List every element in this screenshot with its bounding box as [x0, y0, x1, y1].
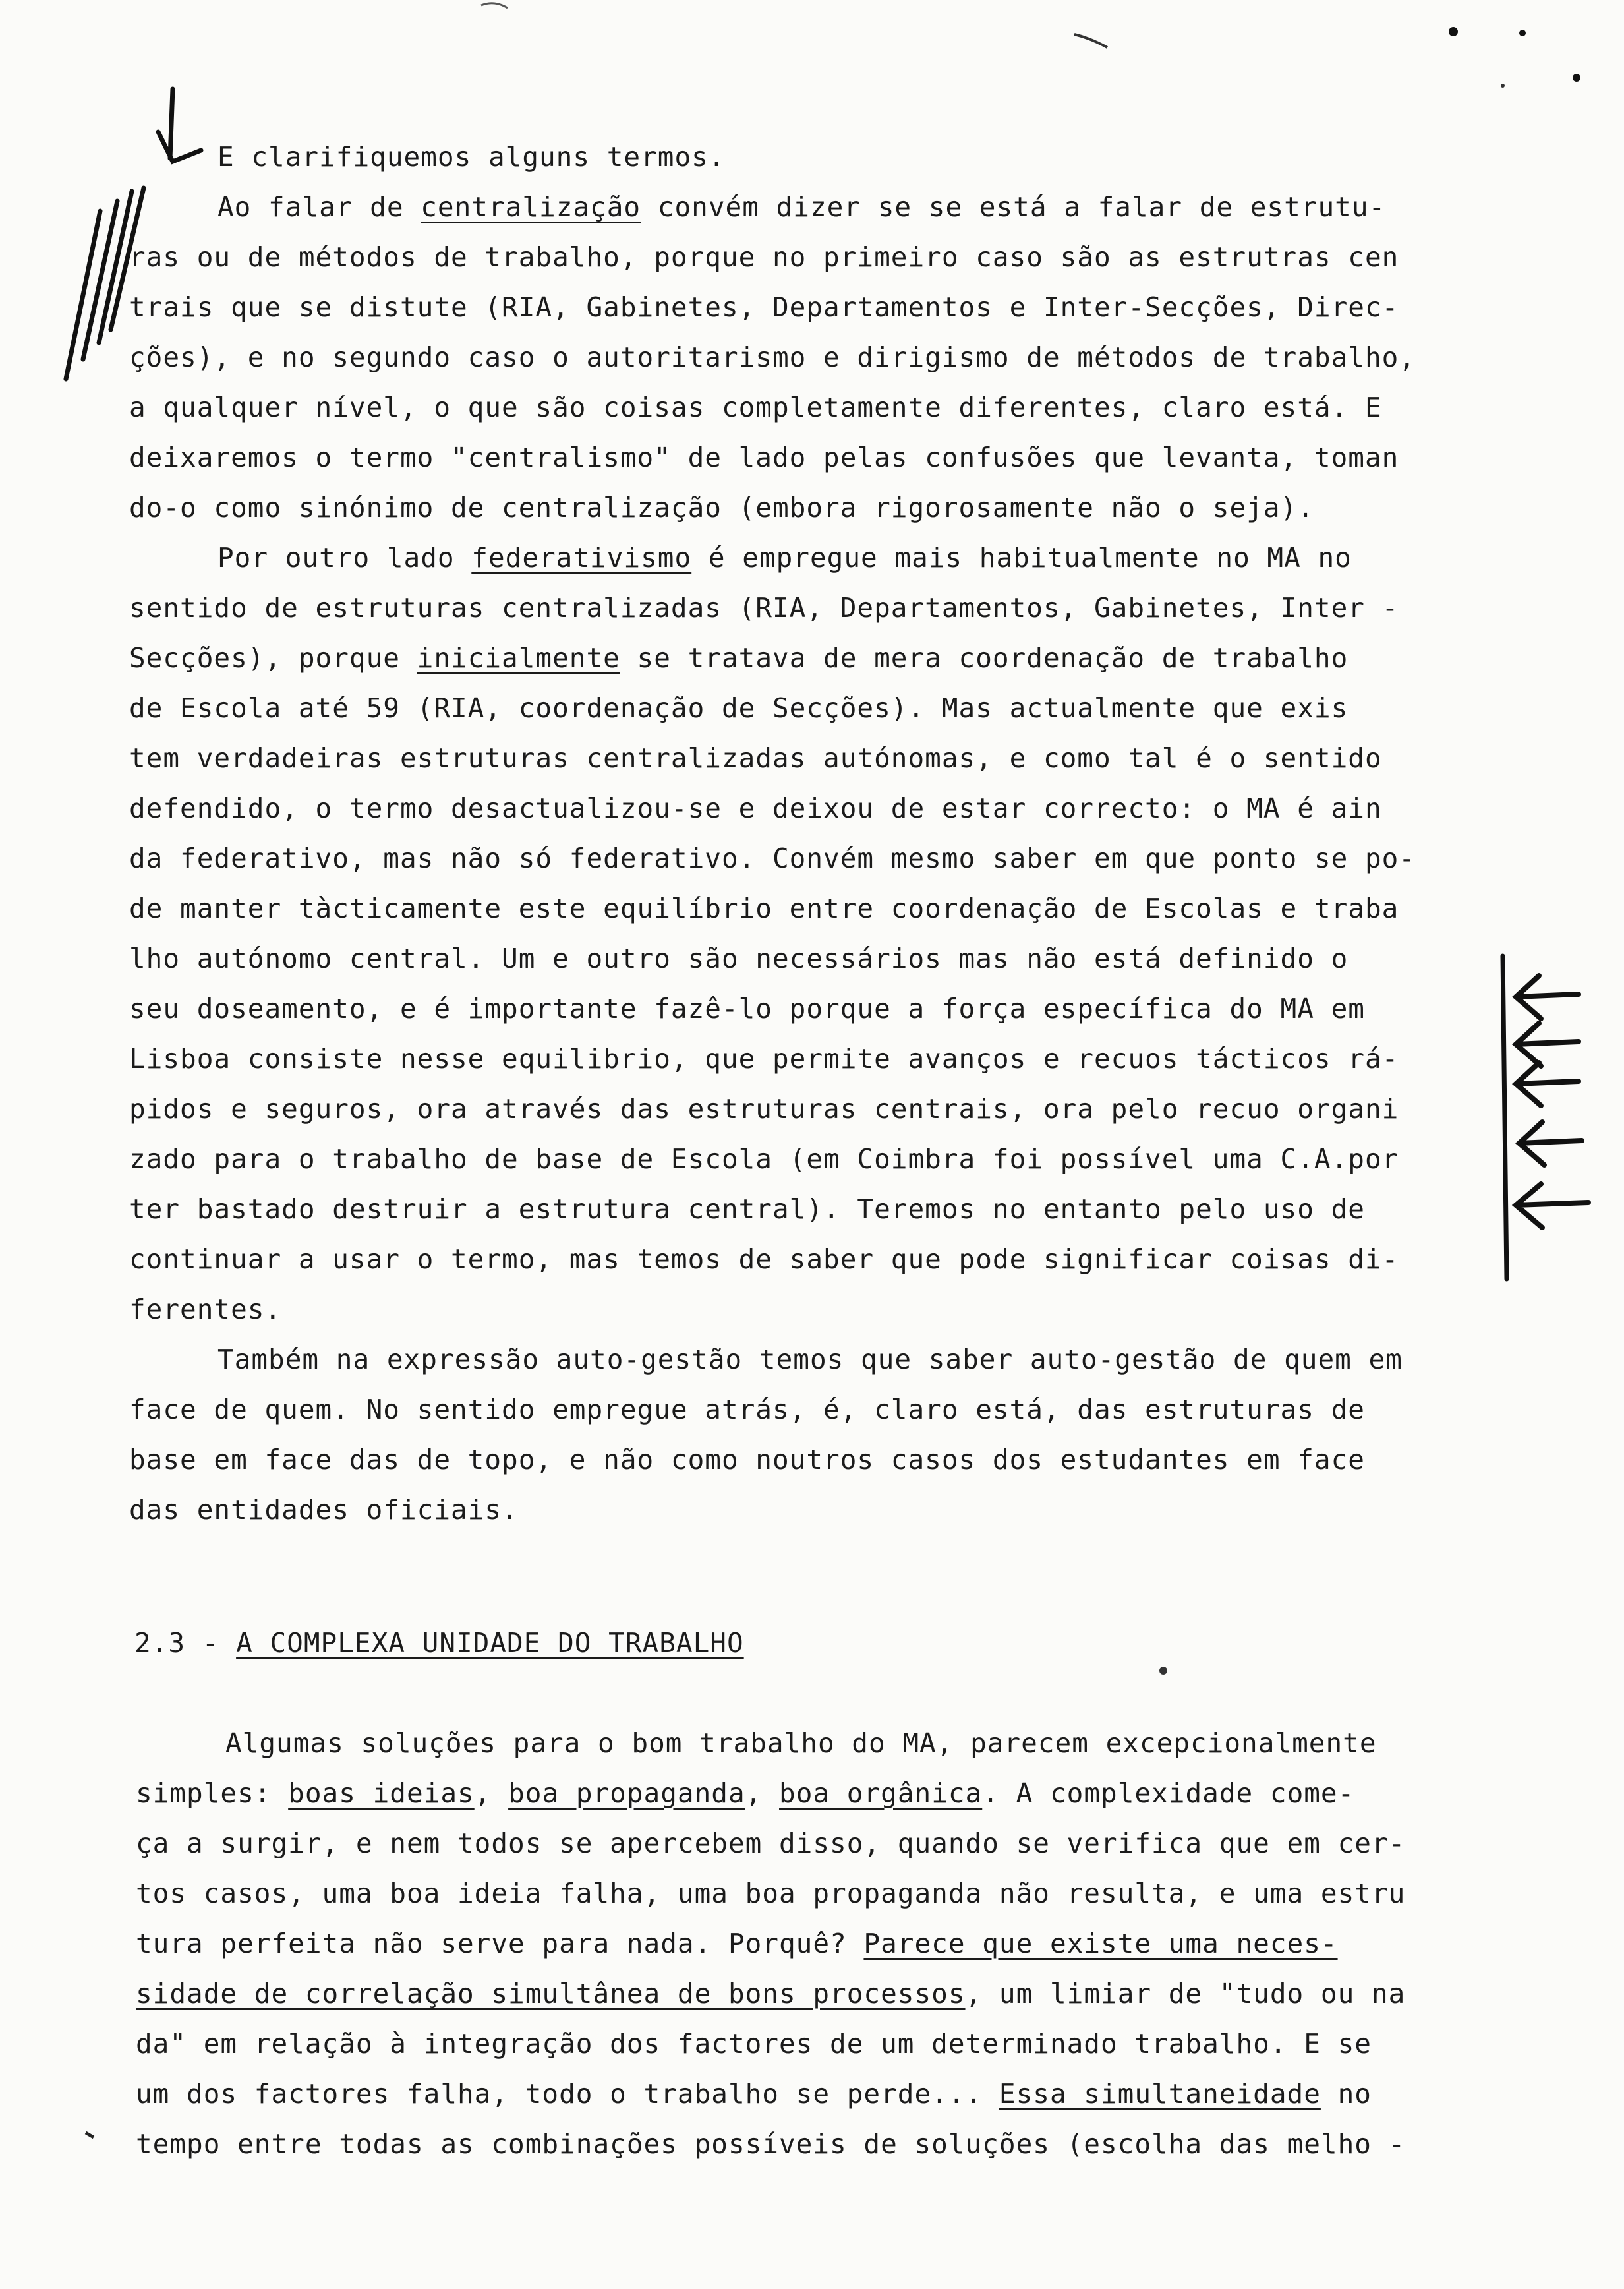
text-line: Lisboa consiste nesse equilibrio, que permite avanços e recuos tácticos rá- [129, 1043, 1399, 1075]
phrase-boa-organica: boa orgânica [779, 1777, 983, 1809]
text-line: E clarifiquemos alguns termos. [218, 141, 726, 173]
phrase-underlined: sidade de correlação simultânea de bons processos [136, 1978, 966, 2009]
text-line: Ao falar de centralização convém dizer se se está a falar de estrutu- [218, 191, 1386, 223]
term-inicialmente: inicialmente [417, 642, 620, 674]
text-line: da" em relação à integração dos factores de um determinado trabalho. E se [136, 2028, 1372, 2060]
text-line: continuar a usar o termo, mas temos de saber que pode significar coisas di- [129, 1243, 1399, 1275]
text-line: lho autónomo central. Um e outro são necessários mas não está definido o [129, 943, 1348, 974]
text-line: Também na expressão auto-gestão temos que saber auto-gestão de quem em [218, 1344, 1403, 1375]
text-line: pidos e seguros, ora através das estruturas centrais, ora pelo recuo organi [129, 1093, 1399, 1125]
text-line: de Escola até 59 (RIA, coordenação de Secções). Mas actualmente que exis [129, 692, 1348, 724]
term-centralizacao: centralização [420, 191, 641, 223]
text-line: tempo entre todas as combinações possíveis de soluções (escolha das melho - [136, 2128, 1406, 2160]
text-line: Secções), porque inicialmente se tratava de mera coordenação de trabalho [129, 642, 1348, 674]
margin-stroke [66, 211, 100, 379]
text-line: deixaremos o termo "centralismo" de lado pelas confusões que levanta, toman [129, 442, 1399, 473]
text-line: ras ou de métodos de trabalho, porque no primeiro caso são as estrutras cen [129, 241, 1399, 273]
text-line: zado para o trabalho de base de Escola (em Coimbra foi possível uma C.A.por [129, 1143, 1399, 1175]
text-line: das entidades oficiais. [129, 1494, 519, 1526]
text-line: tem verdadeiras estruturas centralizadas autónomas, e como tal é o sentido [129, 742, 1382, 774]
text-line: da federativo, mas não só federativo. Convém mesmo saber em que ponto se po- [129, 843, 1416, 874]
section-heading: 2.3 - A COMPLEXA UNIDADE DO TRABALHO [134, 1627, 744, 1659]
phrase-boas-ideias: boas ideias [288, 1777, 475, 1809]
text-line: base em face das de topo, e não como noutros casos dos estudantes em face [129, 1444, 1365, 1475]
text-line: trais que se distute (RIA, Gabinetes, Departamentos e Inter-Secções, Direc- [129, 291, 1399, 323]
check-mark-icon [158, 89, 201, 162]
text-line: ções), e no segundo caso o autoritarismo e dirigismo de métodos de trabalho, [129, 342, 1416, 373]
text-line: Algumas soluções para o bom trabalho do MA, parecem excepcionalmente [225, 1727, 1377, 1759]
arrow-icon [1516, 976, 1588, 1228]
text-line: de manter tàcticamente este equilíbrio entre coordenação de Escolas e traba [129, 893, 1399, 924]
phrase-underlined: Essa simultaneidade [999, 2078, 1321, 2110]
section-title: A COMPLEXA UNIDADE DO TRABALHO [236, 1627, 744, 1659]
text-line: simples: boas ideias, boa propaganda, boa orgânica. A complexidade come- [136, 1777, 1355, 1809]
text-line: sentido de estruturas centralizadas (RIA, Departamentos, Gabinetes, Inter - [129, 592, 1399, 624]
phrase-boa-propaganda: boa propaganda [508, 1777, 745, 1809]
text-line: ter bastado destruir a estrutura central). Teremos no entanto pelo uso de [129, 1193, 1365, 1225]
text-line: sidade de correlação simultânea de bons processos, um limiar de "tudo ou na [136, 1978, 1406, 2009]
text-line: Por outro lado federativismo é empregue mais habitualmente no MA no [218, 542, 1352, 574]
text-line: a qualquer nível, o que são coisas completamente diferentes, claro está. E [129, 392, 1382, 423]
margin-stroke [99, 191, 132, 343]
margin-stroke [83, 201, 117, 359]
text-line: do-o como sinónimo de centralização (embora rigorosamente não o seja). [129, 492, 1314, 523]
text-line: tos casos, uma boa ideia falha, uma boa propaganda não resulta, e uma estru [136, 1878, 1406, 1909]
text-line: ferentes. [129, 1293, 282, 1325]
text-line: seu doseamento, e é importante fazê-lo porque a força específica do MA em [129, 993, 1365, 1025]
term-federativismo: federativismo [471, 542, 692, 574]
text-line: tura perfeita não serve para nada. Porquê? Parece que existe uma neces- [136, 1928, 1338, 1959]
text-line: ça a surgir, e nem todos se apercebem disso, quando se verifica que em cer- [136, 1828, 1406, 1859]
phrase-underlined: Parece que existe uma neces- [863, 1928, 1338, 1959]
text-line: defendido, o termo desactualizou-se e deixou de estar correcto: o MA é ain [129, 792, 1382, 824]
text-line: face de quem. No sentido empregue atrás, é, claro está, das estruturas de [129, 1394, 1365, 1425]
text-line: um dos factores falha, todo o trabalho se perde... Essa simultaneidade no [136, 2078, 1372, 2110]
margin-bracket [1503, 956, 1507, 1279]
